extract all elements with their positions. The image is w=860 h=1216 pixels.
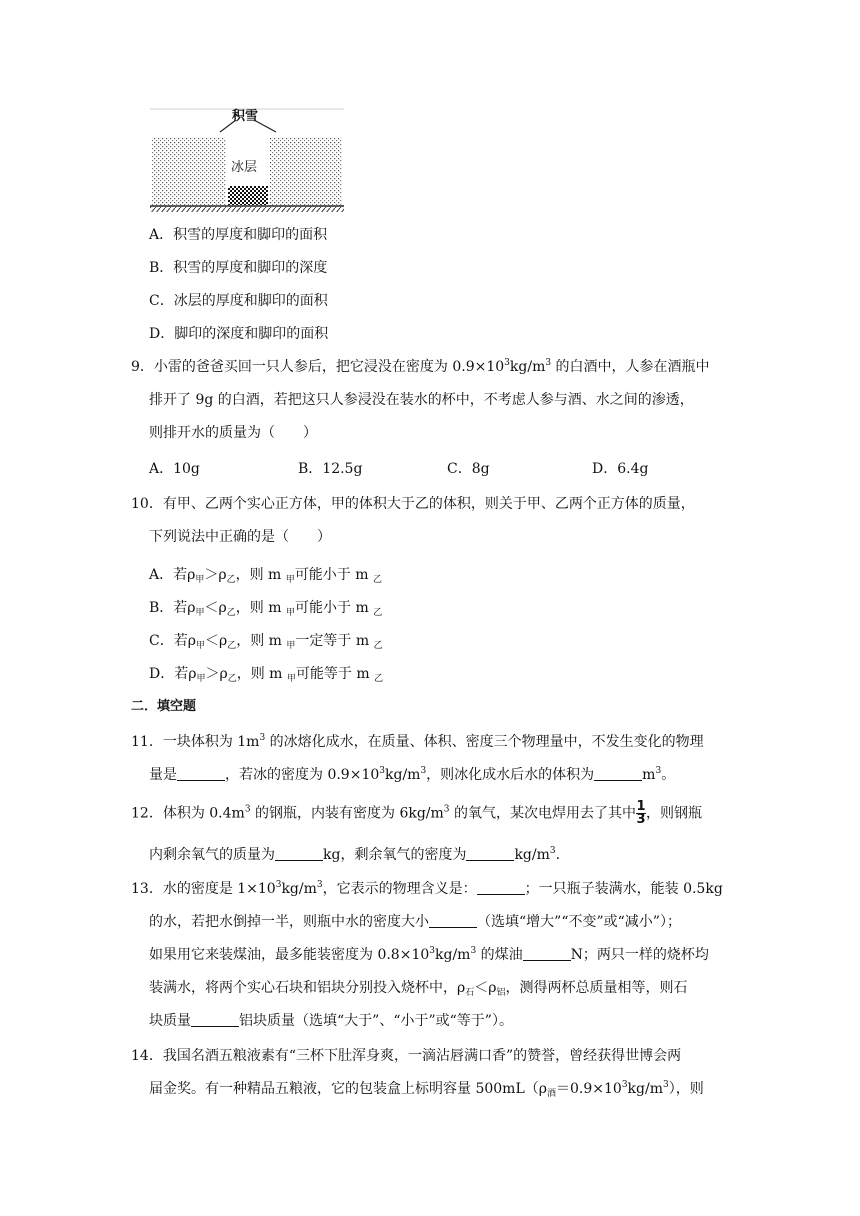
q10-option-b: B．若$\rho_甲<\rho_乙$，则 m $_甲$可能小于 m $_乙$: [149, 600, 383, 618]
q13-line-2: 的水，若把水倒掉一半，则瓶中水的密度大小 （选填“增大”“不变”或“减小”）；: [149, 914, 681, 930]
answer-blank[interactable]: [594, 766, 642, 781]
q10-line-1: 10．有甲、乙两个实心正方体，甲的体积大于乙的体积，则关于甲、乙两个正方体的质量，: [131, 496, 695, 512]
q13-line-5: 块质量 铝块质量（选填“大于”、“小于”或“等于”）。: [149, 1013, 513, 1029]
q8-option-b: B．积雪的厚度和脚印的深度: [149, 260, 328, 276]
q14-line-2: 届金奖。有一种精品五粮液，它的包装盒上标明容量 $500mL(\rho_酒=0.9\times 10^3kg/m^3)$，则: [149, 1080, 704, 1099]
q8-option-d: D．脚印的深度和脚印的面积: [149, 326, 329, 342]
fraction-one-third: $\frac{1}{3}$: [636, 799, 646, 827]
q9-option-a: A．10g: [149, 461, 200, 477]
q9-option-d: D．6.4g: [592, 461, 649, 477]
answer-blank[interactable]: [523, 946, 571, 961]
q9-line-1: 9．小雷的爸爸买回一只人参后，把它浸没在密度为 $0.9\times 10^3kg/m^3$ 的白酒中，人参在酒瓶中: [131, 358, 710, 375]
answer-blank[interactable]: [429, 913, 477, 928]
q10-line-2: 下列说法中正确的是（ ）: [149, 529, 331, 545]
q10-option-a: A．若$\rho_甲>\rho_乙$，则 m $_甲$可能小于 m $_乙$: [149, 567, 383, 585]
q13-line-1: 13．水的密度是 $1\times 10^3kg/m^3$，它表示的物理含义是： ；一只瓶子装满水，能装 0.5kg: [131, 880, 723, 897]
q12-line-2: 内剩余氧气的质量为 kg，剩余氧气的密度为 $kg/m^3$.: [149, 846, 561, 863]
answer-blank[interactable]: [466, 846, 514, 861]
answer-blank[interactable]: [477, 880, 525, 895]
q9-line-3: 则排开水的质量为（ ）: [149, 425, 317, 441]
q13-line-3: 如果用它来装煤油，最多能装密度为 $0.8\times 10^3kg/m^3$ 的煤油 N；两只一样的烧杯均: [149, 946, 709, 963]
q12-line-1: 12．体积为 $0.4m^3$ 的钢瓶，内装有密度为 $6kg/m^3$ 的氧气，某次电焊用去了其中 $\frac{1}{3}$ ，则钢瓶: [131, 799, 702, 827]
figure-label-ice: 冰层: [231, 160, 258, 175]
q9-line-2: 排开了 9g 的白酒，若把这只人参浸没在装水的杯中，不考虑人参与酒、水之间的渗透，: [149, 392, 694, 408]
q10-option-c: C．若$\rho_甲<\rho_乙$，则 m $_甲$一定等于 m $_乙$: [149, 633, 383, 651]
q8-option-c: C．冰层的厚度和脚印的面积: [149, 293, 328, 309]
section-heading-fill-in: 二．填空题: [131, 699, 197, 714]
q11-line-2: 量是 ，若冰的密度为 $0.9\times 10^3kg/m^3$，则冰化成水后水的体积为 $m^3$。: [149, 766, 676, 783]
q8-option-a: A．积雪的厚度和脚印的面积: [149, 227, 328, 243]
answer-blank[interactable]: [275, 846, 323, 861]
q9-option-b: B．12.5g: [298, 461, 363, 477]
q14-line-1: 14．我国名酒五粮液素有“三杯下肚浑身爽，一滴沾唇满口香”的赞誉，曾经获得世博会两: [131, 1048, 682, 1064]
figure-label-snow: 积雪: [232, 109, 259, 124]
q10-option-d: D．若$\rho_甲>\rho_乙$，则 m $_甲$可能等于 m $_乙$: [149, 666, 384, 684]
answer-blank[interactable]: [177, 766, 225, 781]
q9-option-c: C．8g: [447, 461, 490, 477]
answer-blank[interactable]: [191, 1012, 239, 1027]
q11-line-1: 11．一块体积为 $1m^3$ 的冰熔化成水，在质量、体积、密度三个物理量中，不发生变化的物理: [131, 733, 704, 750]
q13-line-4: 装满水，将两个实心石块和铝块分别投入烧杯中，$\rho_石<\rho_铝$，测得两杯总质量相等，则石: [149, 980, 688, 998]
